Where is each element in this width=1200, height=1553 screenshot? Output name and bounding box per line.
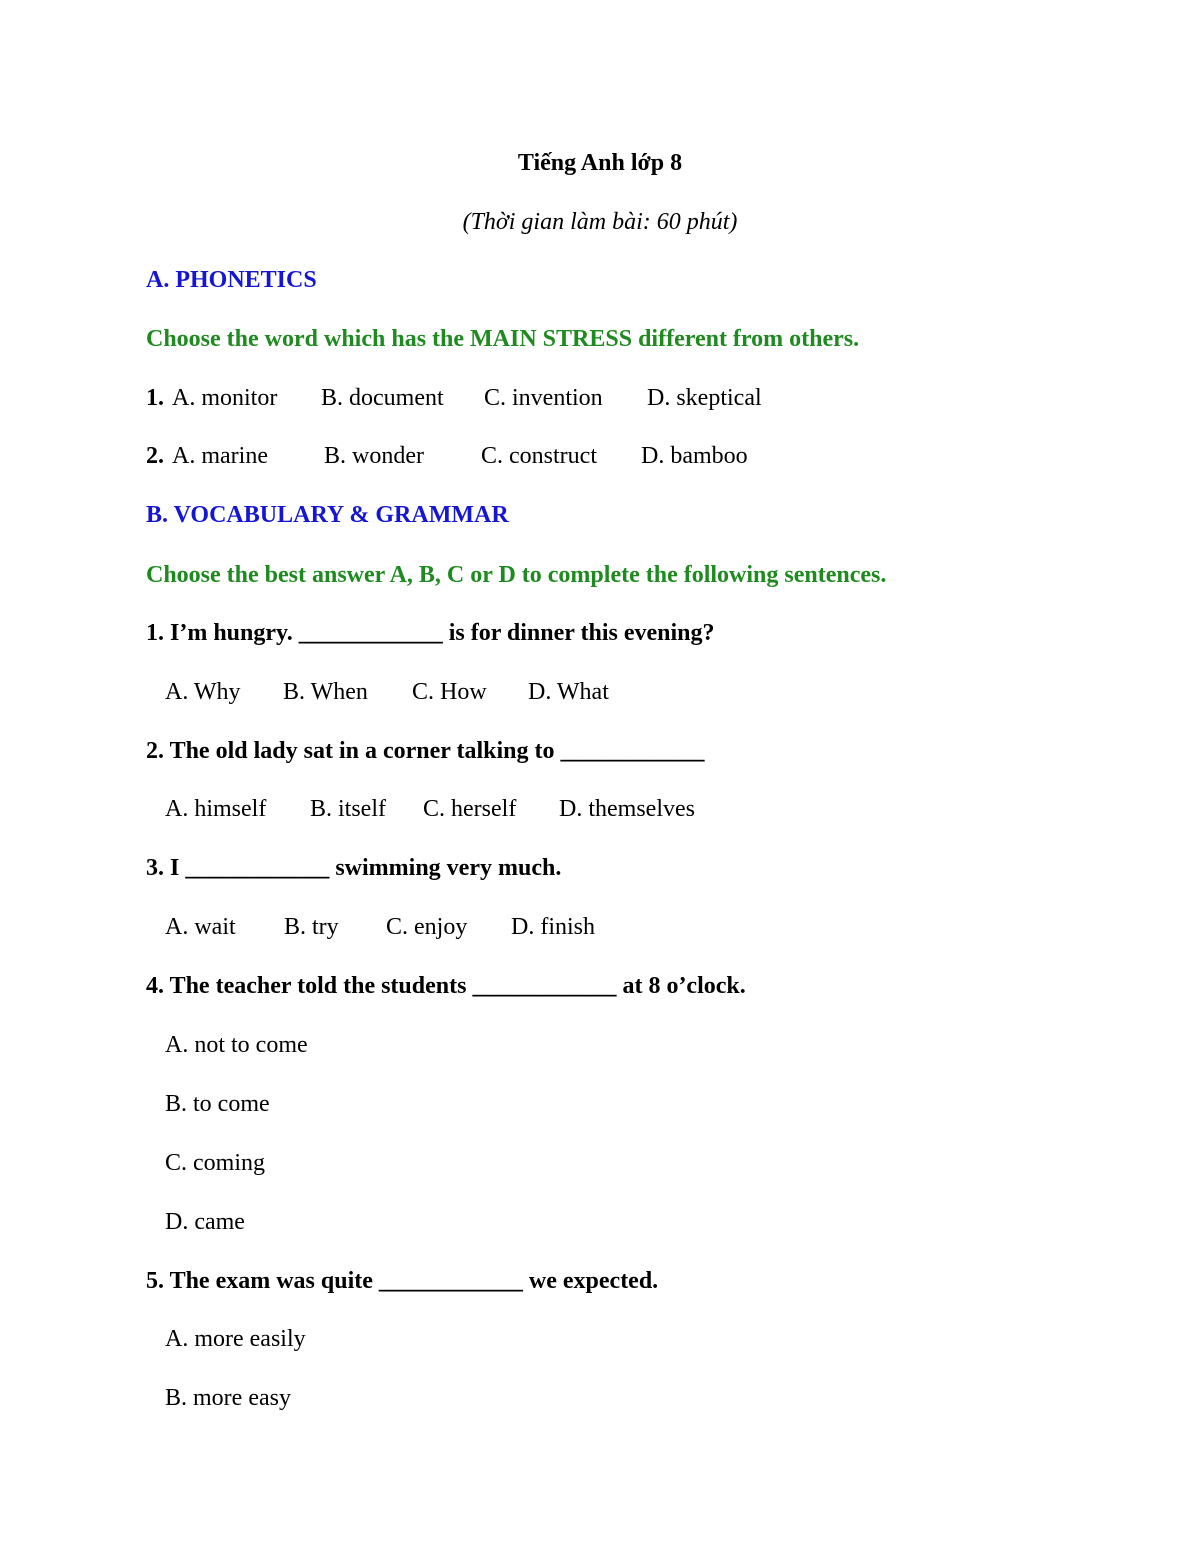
option-d: D. themselves bbox=[559, 796, 695, 822]
grammar-question-4-option-b: B. to come bbox=[165, 1091, 270, 1117]
grammar-question-5-option-b: B. more easy bbox=[165, 1385, 291, 1411]
option-b: B. document bbox=[321, 385, 444, 411]
option-a: A. wait bbox=[165, 914, 236, 940]
option-c: C. herself bbox=[423, 796, 517, 822]
question-number: 1. bbox=[146, 385, 164, 411]
option-a: A. monitor bbox=[172, 385, 278, 411]
section-b-heading: B. VOCABULARY & GRAMMAR bbox=[146, 502, 509, 528]
grammar-question-3: 3. I ____________ swimming very much. bbox=[146, 855, 562, 881]
grammar-question-2-options bbox=[165, 794, 765, 824]
option-b: B. itself bbox=[310, 796, 386, 822]
option-b: B. try bbox=[284, 914, 339, 940]
option-c: C. invention bbox=[484, 385, 603, 411]
grammar-question-2: 2. The old lady sat in a corner talking to ____________ bbox=[146, 738, 705, 764]
grammar-question-5-option-a: A. more easily bbox=[165, 1326, 306, 1352]
grammar-question-1: 1. I’m hungry. ____________ is for dinner this evening? bbox=[146, 620, 715, 646]
grammar-question-4-option-a: A. not to come bbox=[165, 1032, 308, 1058]
option-d: D. finish bbox=[511, 914, 595, 940]
option-a: A. marine bbox=[172, 443, 268, 469]
time-limit: (Thời gian làm bài: 60 phút) bbox=[462, 209, 738, 235]
option-a: A. Why bbox=[165, 679, 241, 705]
option-d: D. What bbox=[528, 679, 609, 705]
page-title: Tiếng Anh lớp 8 bbox=[517, 150, 683, 176]
section-a-instruction: Choose the word which has the MAIN STRESS different from others. bbox=[146, 326, 860, 352]
grammar-question-4: 4. The teacher told the students ____________ at 8 o’clock. bbox=[146, 973, 746, 999]
question-number: 2. bbox=[146, 443, 164, 469]
option-d: D. bamboo bbox=[641, 443, 748, 469]
grammar-question-1-options bbox=[165, 677, 765, 707]
option-c: C. How bbox=[412, 679, 487, 705]
option-b: B. When bbox=[283, 679, 368, 705]
phonetics-question-2 bbox=[146, 441, 846, 471]
option-b: B. wonder bbox=[324, 443, 424, 469]
grammar-question-4-option-c: C. coming bbox=[165, 1150, 265, 1176]
phonetics-question-1 bbox=[146, 383, 846, 413]
option-a: A. himself bbox=[165, 796, 267, 822]
grammar-question-4-option-d: D. came bbox=[165, 1209, 245, 1235]
section-b-instruction: Choose the best answer A, B, C or D to complete the following sentences. bbox=[146, 562, 887, 588]
section-a-heading: A. PHONETICS bbox=[146, 267, 317, 293]
option-c: C. enjoy bbox=[386, 914, 468, 940]
grammar-question-5: 5. The exam was quite ____________ we expected. bbox=[146, 1268, 659, 1294]
option-d: D. skeptical bbox=[647, 385, 762, 411]
option-c: C. construct bbox=[481, 443, 597, 469]
grammar-question-3-options bbox=[165, 912, 765, 942]
